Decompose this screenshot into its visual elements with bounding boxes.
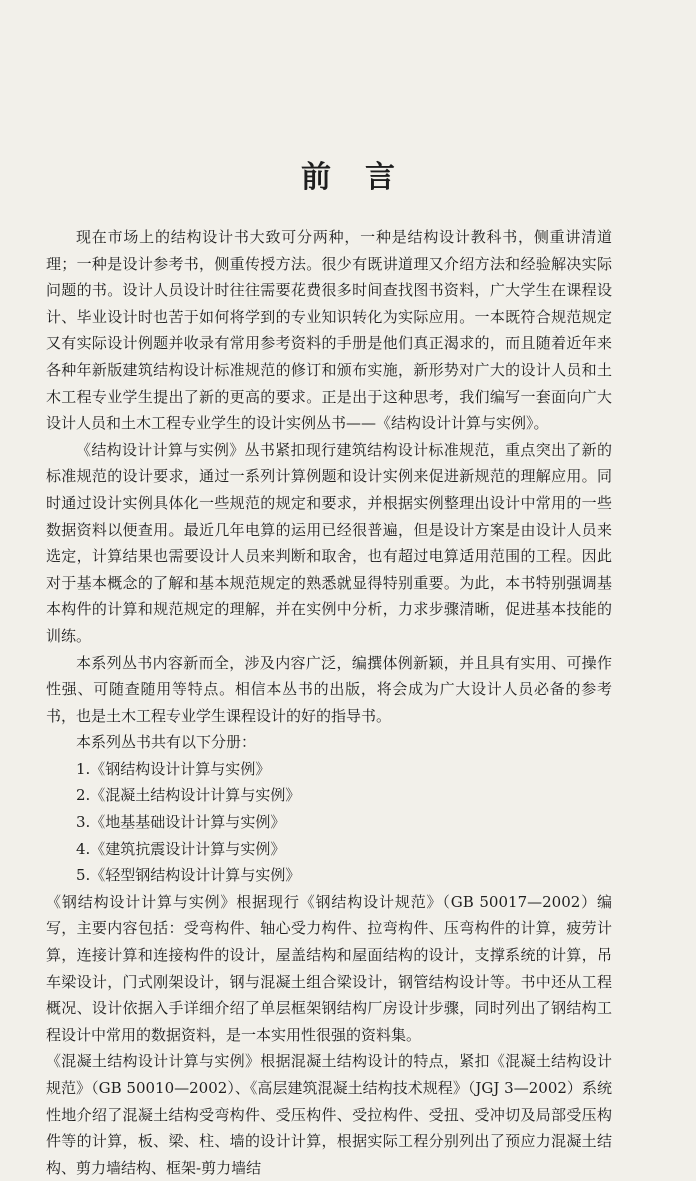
paragraph: 本系列丛书共有以下分册： xyxy=(76,733,257,752)
volume-item: 5.《轻型钢结构设计计算与实例》 xyxy=(76,866,301,885)
page-title: 前言 xyxy=(301,160,429,195)
paragraph: 《钢结构设计计算与实例》根据现行《钢结构设计规范》（GB 50017—2002）编写，主要内容包括：受弯构件、轴心受力构件、拉弯构件、压弯构件的计算，疲劳计算，连接计算和连接构件的设计，屋盖结构和屋面结构的设计，支撑系统的计算，吊车梁设计，门式刚架设计，钢与混凝土组合梁设计，钢管结构设计等。书中还从工程概况、设计依据入手详细介绍了单层框架钢结构厂房设计步骤，同时列出了钢结构工程设计中常用的数据资料，是一本实用性很强的资料集。 xyxy=(46,892,612,1044)
paragraph: 现在市场上的结构设计书大致可分两种，一种是结构设计教科书，侧重讲清道理；一种是设计参考书，侧重传授方法。很少有既讲道理又介绍方法和经验解决实际问题的书。设计人员设计时往往需要花费很多时间查找图书资料，广大学生在课程设计、毕业设计时也苦于如何将学到的专业知识转化为实际应用。一本既符合规范规定又有实际设计例题并收录有常用参考资料的手册是他们真正渴求的，而且随着近年来各种年新版建筑结构设计标准规范的修订和颁布实施，新形势对广大的设计人员和土木工程专业学生提出了新的更高的要求。正是出于这种思考，我们编写一套面向广大设计人员和土木工程专业学生的设计实例丛书——《结构设计计算与实例》。 xyxy=(46,228,612,433)
volume-item: 2.《混凝土结构设计计算与实例》 xyxy=(76,786,301,805)
paragraph: 《混凝土结构设计计算与实例》根据混凝土结构设计的特点，紧扣《混凝土结构设计规范》（GB 50010—2002）、《高层建筑混凝土结构技术规程》（JGJ 3—2002）系统性地介绍了混凝土结构受弯构件、受压构件、受拉构件、受扭、受冲切及局部受压构件等的计算，板、梁、柱、墙的设计计算，根据实际工程分别列出了预应力混凝土结构、剪力墙结构、框架-剪力墙结 xyxy=(46,1052,612,1177)
volume-item: 3.《地基基础设计计算与实例》 xyxy=(76,813,286,832)
volume-item: 1.《钢结构设计计算与实例》 xyxy=(76,759,271,778)
paragraph: 本系列丛书内容新而全，涉及内容广泛，编撰体例新颖，并且具有实用、可操作性强、可随查随用等特点。相信本丛书的出版，将会成为广大设计人员必备的参考书，也是土木工程专业学生课程设计的好的指导书。 xyxy=(46,653,612,725)
paragraph: 《结构设计计算与实例》丛书紧扣现行建筑结构设计标准规范，重点突出了新的标准规范的设计要求，通过一系列计算例题和设计实例来促进新规范的理解应用。同时通过设计实例具体化一些规范的规定和要求，并根据实例整理出设计中常用的一些数据资料以便查用。最近几年电算的运用已经很普遍，但是设计方案是由设计人员来选定，计算结果也需要设计人员来判断和取舍，也有超过电算适用范围的工程。因此对于基本概念的了解和基本规范规定的熟悉就显得特别重要。为此，本书特别强调基本构件的计算和规范规定的理解，并在实例中分析，力求步骤清晰，促进基本技能的训练。 xyxy=(46,440,612,645)
preface-body xyxy=(46,224,612,1181)
volume-item: 4.《建筑抗震设计计算与实例》 xyxy=(76,839,286,858)
